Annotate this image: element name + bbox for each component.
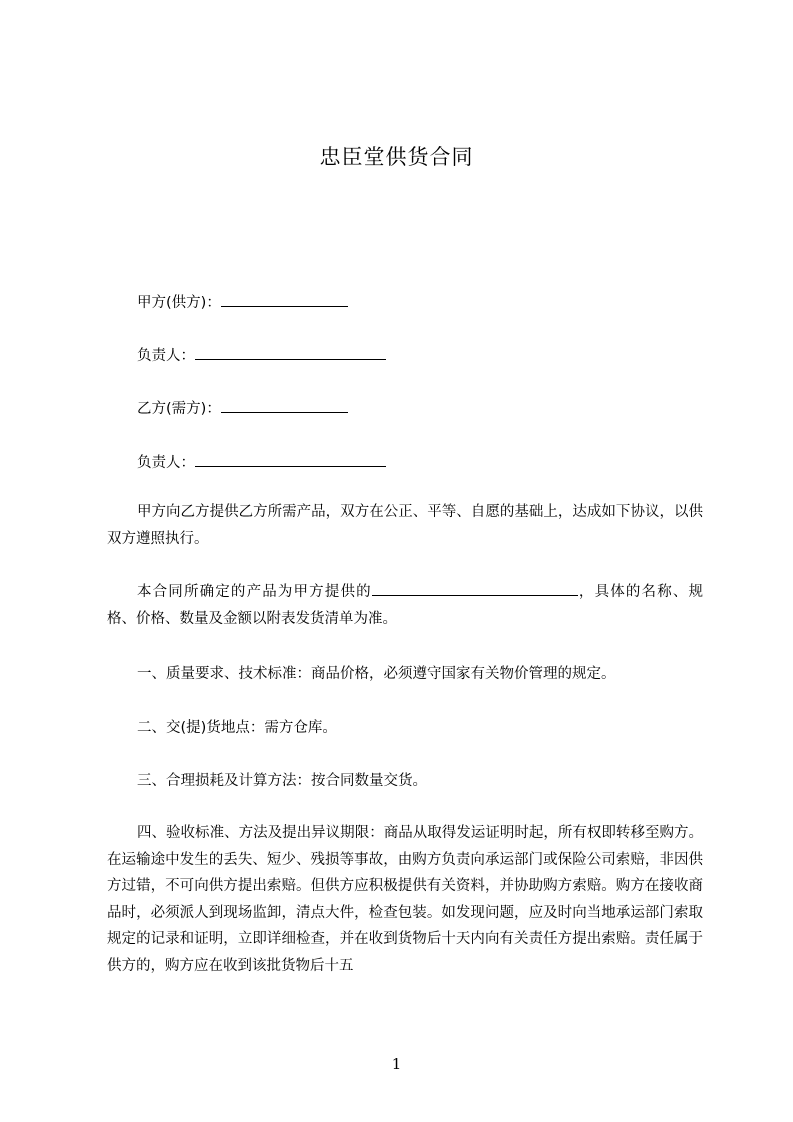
- party-b-representative-label: 负责人：: [137, 455, 195, 471]
- scope-paragraph: [107, 579, 703, 632]
- clause-3: 三、合理损耗及计算方法：按合同数量交货。: [137, 773, 427, 789]
- intro-paragraph: 甲方向乙方提供乙方所需产品，双方在公正、平等、自愿的基础上，达成如下协议，以供双方遵照执行。: [107, 504, 703, 547]
- page-number: 1: [391, 1055, 402, 1073]
- scope-text-before: 本合同所确定的产品为甲方提供的: [137, 584, 372, 600]
- party-a-field: [137, 292, 348, 313]
- clause-2: 二、交(提)货地点：需方仓库。: [137, 720, 337, 736]
- party-a-representative-blank[interactable]: [195, 345, 386, 360]
- clause-4: 四、验收标准、方法及提出异议期限：商品从取得发运证明时起，所有权即转移至购方。在运输途中发生的丢失、短少、残损等事故，由购方负责向承运部门或保险公司索赔，非因供方过错，不可向供方提出索赔。但供方应积极提供有关资料，并协助购方索赔。购方在接收商品时，必须派人到现场监卸，清点大件，检查包装。如发现问题，应及时向当地承运部门索取规定的记录和证明，立即详细检查，并在收到货物后十天内向有关责任方提出索赔。责任属于供方的，购方应在收到该批货物后十五: [107, 825, 703, 974]
- party-a-representative-field: [137, 345, 386, 366]
- clause-1: 一、质量要求、技术标准：商品价格，必须遵守国家有关物价管理的规定。: [137, 666, 616, 682]
- product-blank[interactable]: [372, 581, 578, 596]
- scope-text-after: ，具体的名称、规格、价格、数量及金额以附表发货清单为准。: [107, 584, 703, 627]
- party-b-field: [137, 398, 348, 419]
- party-a-blank[interactable]: [221, 292, 348, 307]
- party-b-representative-blank[interactable]: [195, 452, 386, 467]
- party-a-label: 甲方(供方)：: [137, 295, 221, 311]
- party-a-representative-label: 负责人：: [137, 348, 195, 364]
- party-b-representative-field: [137, 452, 386, 473]
- document-title: 忠臣堂供货合同: [319, 145, 474, 169]
- party-b-blank[interactable]: [221, 398, 348, 413]
- party-b-label: 乙方(需方)：: [137, 401, 221, 417]
